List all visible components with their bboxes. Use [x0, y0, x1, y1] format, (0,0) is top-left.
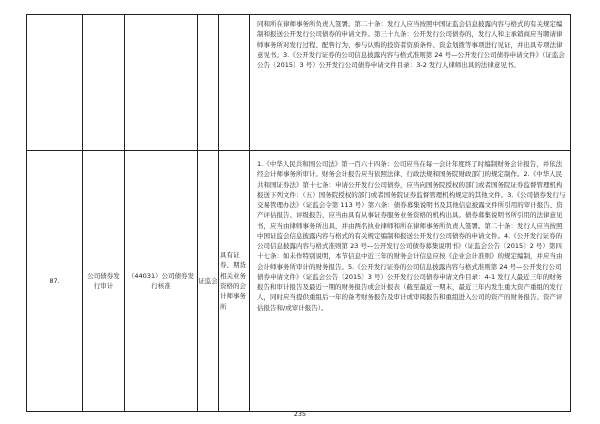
scope-cell: [219, 15, 250, 151]
department-cell: [198, 15, 219, 151]
basis-cell: [125, 15, 198, 151]
item-name-cell: [83, 15, 125, 151]
table-row: [27, 151, 571, 412]
scope-cell: 具有证券、期货相关业务资格的会计师事务所: [219, 151, 250, 412]
conditions-cell: 同和所在律师事务所负责人签署。第二十条：发行人应当按照中国证监会信息披露内容与格式的有关规定编制和报送公开发行公司债券的申请文件。第三十九条：公开发行公司债券的，发行人和主承销商应当聘请律师事务所对发行过程、配售行为、参与认购的投资者资质条件、资金划拨等事项进行见证，并出具专项法律意见书。3.《公开发行证券的公司信息披露内容与格式准则第 24 号—公开发行公司债券申请文件》（证监会公告〔2015〕3 号）公开发行公司债券申请文件目录：3-2 发行人律师出具的法律意见书。: [250, 15, 571, 151]
row-number-cell: [27, 15, 83, 151]
conditions-cell: 1.《中华人民共和国公司法》第一百六十四条：公司应当在每一会计年度终了时编制财务会计报告，并依法经会计师事务所审计。财务会计报告应当依照法律、行政法规和国务院财政部门的规定制作。2.《中华人民共和国证券法》第十七条：申请公开发行公司债券，应当向国务院授权的部门或者国务院证券监督管理机构报送下列文件：（五）国务院授权的部门或者国务院证券监督管理机构规定的其他文件。3.《公司债券发行与交易管理办法》（证监会令第 113 号）第六条：债券募集说明书及其他信息披露文件所引用的审计报告、资产评估报告、评级报告，应当由具有从事证券服务业务资格的机构出具。债券募集说明书所引用的法律意见书，应当由律师事务所出具，并由两名执业律师和所在律师事务所负责人签署。第二十条：发行人应当按照中国证监会信息披露内容与格式的有关规定编制和报送公开发行公司债券的申请文件。4.《公开发行证券的公司信息披露内容与格式准则第 23 号—公开发行公司债券募集说明书》（证监会公告〔2015〕2 号）第四十七条：如未作特别说明，本节信息中近三年的财务会计信息应按《企业会计准则》的规定编制，并应当由会计师事务所审计的财务报告。5.《公开发行证券的公司信息披露内容与格式准则第 24 号—公开发行公司债券申请文件》（证监会公告〔2015〕3 号）公开发行公司债券申请文件目录：4-1 发行人最近三年的财务报告和审计报告及最近一期的财务报告或会计报表（截至最近一期末，最近三年内发生重大资产重组的发行人，同时应当提供重组后一年的备考财务报告及审计或审阅报告和重组进入公司的资产的财务报告、资产评估报告和/或审计报告）。: [250, 151, 571, 412]
table-row: [27, 15, 571, 151]
page-number: 235: [293, 410, 307, 418]
basis-cell: （44031）公司债券发行核准: [125, 151, 198, 412]
matters-table: [26, 14, 571, 412]
row-number-cell: 87.: [27, 151, 83, 412]
department-cell: 证监会: [198, 151, 219, 412]
item-name-cell: 公司债券发行审计: [83, 151, 125, 412]
